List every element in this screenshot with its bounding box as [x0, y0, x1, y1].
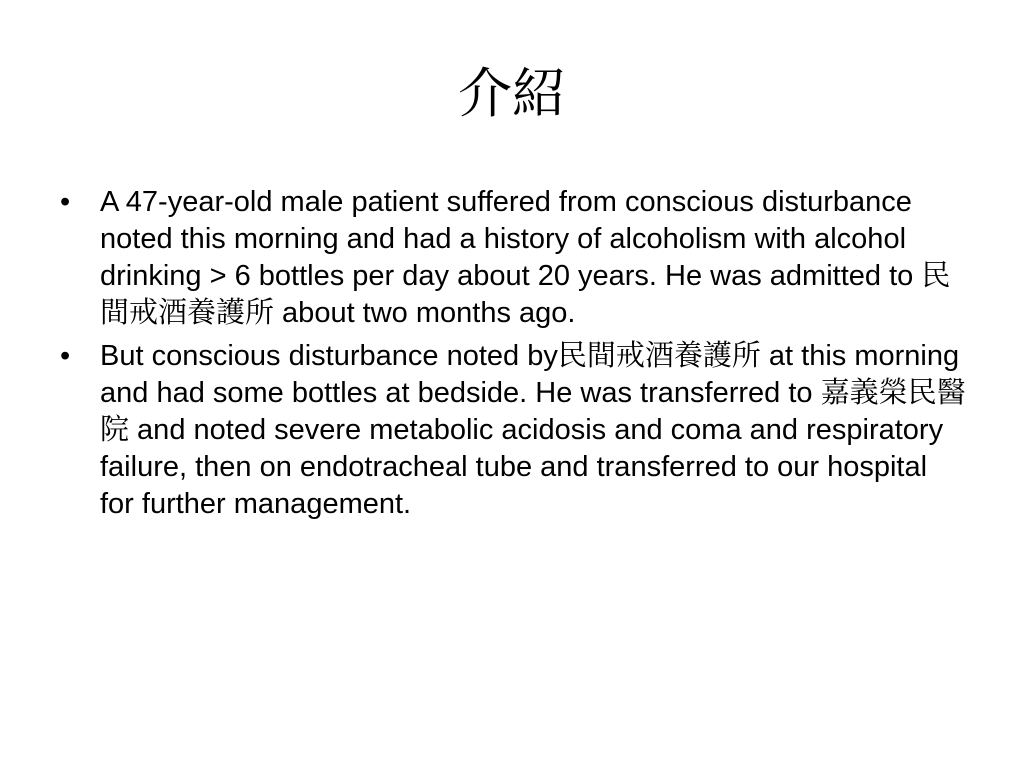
- bullet-point-icon: •: [60, 186, 71, 218]
- bullet-list: [56, 184, 966, 529]
- bullet-point-icon: •: [60, 340, 71, 372]
- slide-title: 介紹: [458, 62, 566, 125]
- bullet-text: But conscious disturbance noted by民間戒酒養護所 at this morning and had some bottles at bedside. He was transferred to 嘉義榮民醫院 and noted severe metabolic acidosis and coma and respiratory failure, then on endotracheal tube and transferred to our hospital for further management.: [100, 340, 966, 520]
- bullet-text: A 47-year-old male patient suffered from conscious disturbance noted this morning and had a history of alcoholism with alcohol drinking > 6 bottles per day about 20 years. He was admitted to 民間戒酒養護所 about two months ago.: [100, 186, 951, 329]
- bullet-item: [56, 184, 966, 332]
- bullet-item: [56, 338, 966, 523]
